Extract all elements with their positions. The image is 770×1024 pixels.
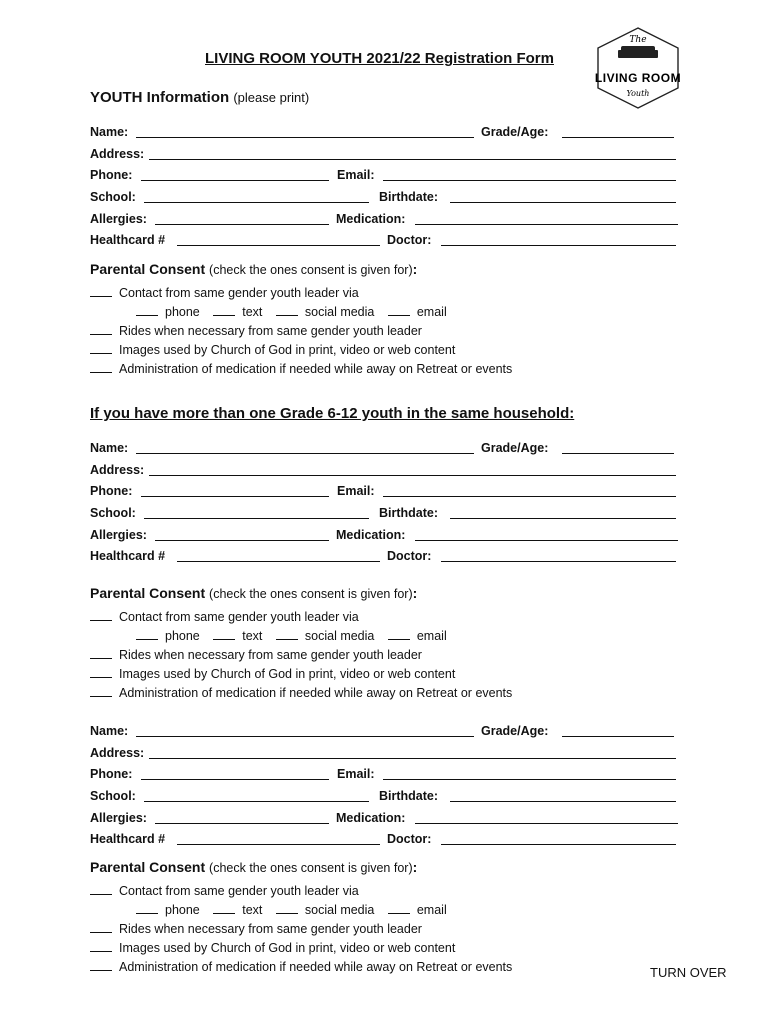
label-grade-age: Grade/Age: (481, 724, 549, 738)
row-allergies-medication (90, 525, 682, 547)
check-blank-social[interactable] (276, 304, 298, 316)
name-input-line[interactable] (136, 137, 474, 138)
consent-heading (90, 859, 690, 883)
logo-the: The (629, 35, 647, 45)
consent-images-text: Images used by Church of God in print, video or web content (119, 941, 456, 955)
email-input-line[interactable] (383, 496, 676, 497)
consent-images (90, 940, 690, 959)
doctor-input-line[interactable] (441, 245, 676, 246)
via-text: text (242, 305, 263, 319)
via-social: social media (304, 305, 375, 319)
consent-medication (90, 361, 690, 380)
label-grade-age: Grade/Age: (481, 125, 549, 139)
via-social: social media (304, 629, 375, 643)
label-medication: Medication: (336, 810, 406, 825)
row-allergies-medication (90, 209, 682, 231)
consent-contact-text: Contact from same gender youth leader via (119, 286, 359, 300)
birthdate-input-line[interactable] (450, 202, 676, 203)
row-phone-email (90, 165, 682, 187)
parental-consent-3 (90, 859, 690, 978)
youth-info-heading (90, 89, 309, 106)
phone-input-line[interactable] (141, 779, 329, 780)
consent-contact (90, 883, 690, 902)
label-phone: Phone: (90, 767, 133, 782)
check-blank[interactable] (90, 342, 112, 354)
check-blank[interactable] (90, 666, 112, 678)
doctor-input-line[interactable] (441, 844, 676, 845)
label-healthcard: Healthcard # (90, 233, 166, 248)
label-medication: Medication: (336, 527, 406, 542)
consent-heading (90, 585, 690, 609)
consent-title: Parental Consent (90, 859, 206, 875)
allergies-input-line[interactable] (155, 540, 329, 541)
check-blank[interactable] (90, 323, 112, 335)
consent-contact-text: Contact from same gender youth leader via (119, 610, 359, 624)
address-input-line[interactable] (149, 475, 676, 476)
label-doctor: Doctor: (387, 832, 432, 847)
consent-title: Parental Consent (90, 585, 206, 601)
youth-fields-1 (90, 122, 682, 252)
consent-note: (check the ones consent is given for) (209, 861, 413, 875)
check-blank-phone[interactable] (136, 902, 158, 914)
row-healthcard-doctor (90, 829, 682, 851)
consent-rides-text: Rides when necessary from same gender youth leader (119, 324, 422, 338)
via-social: social media (304, 903, 375, 917)
label-doctor: Doctor: (387, 549, 432, 564)
consent-colon: : (412, 261, 418, 277)
consent-images (90, 666, 690, 685)
consent-images-text: Images used by Church of God in print, video or web content (119, 667, 456, 681)
turn-over-label: TURN OVER (650, 965, 727, 980)
label-allergies: Allergies: (90, 211, 147, 226)
allergies-input-line[interactable] (155, 224, 329, 225)
check-blank[interactable] (90, 647, 112, 659)
row-phone-email (90, 764, 682, 786)
check-blank-email[interactable] (388, 304, 410, 316)
label-phone: Phone: (90, 168, 133, 183)
consent-contact-text: Contact from same gender youth leader via (119, 884, 359, 898)
consent-rides-text: Rides when necessary from same gender youth leader (119, 648, 422, 662)
address-input-line[interactable] (149, 159, 676, 160)
consent-medication (90, 959, 690, 978)
name-input-line[interactable] (136, 453, 474, 454)
row-healthcard-doctor (90, 546, 682, 568)
row-address (90, 460, 682, 482)
row-name-grade (90, 721, 682, 743)
via-phone: phone (165, 305, 200, 319)
label-birthdate: Birthdate: (379, 190, 439, 205)
label-healthcard: Healthcard # (90, 832, 166, 847)
parental-consent-2 (90, 585, 690, 704)
check-blank[interactable] (90, 883, 112, 895)
label-phone: Phone: (90, 484, 133, 499)
medication-input-line[interactable] (415, 224, 678, 225)
allergies-input-line[interactable] (155, 823, 329, 824)
check-blank-text[interactable] (213, 628, 235, 640)
row-healthcard-doctor (90, 230, 682, 252)
birthdate-input-line[interactable] (450, 518, 676, 519)
row-allergies-medication (90, 808, 682, 830)
school-input-line[interactable] (144, 518, 369, 519)
grade-age-input-line[interactable] (562, 453, 674, 454)
youth-info-title: YOUTH Information (90, 89, 230, 106)
consent-colon: : (412, 585, 418, 601)
doctor-input-line[interactable] (441, 561, 676, 562)
check-blank-email[interactable] (388, 628, 410, 640)
healthcard-input-line[interactable] (177, 245, 380, 246)
row-phone-email (90, 481, 682, 503)
consent-medication-text: Administration of medication if needed while away on Retreat or events (119, 960, 513, 974)
label-address: Address: (90, 462, 145, 477)
row-address (90, 144, 682, 166)
check-blank[interactable] (90, 940, 112, 952)
email-input-line[interactable] (383, 779, 676, 780)
medication-input-line[interactable] (415, 823, 678, 824)
household-heading: If you have more than one Grade 6-12 youth in the same household: (90, 405, 575, 422)
healthcard-input-line[interactable] (177, 561, 380, 562)
label-email: Email: (337, 168, 375, 183)
check-blank[interactable] (90, 285, 112, 297)
consent-title: Parental Consent (90, 261, 206, 277)
row-school-birthdate (90, 503, 682, 525)
email-input-line[interactable] (383, 180, 676, 181)
label-birthdate: Birthdate: (379, 789, 439, 804)
consent-images-text: Images used by Church of God in print, video or web content (119, 343, 456, 357)
medication-input-line[interactable] (415, 540, 678, 541)
youth-fields-2 (90, 438, 682, 568)
form-title: LIVING ROOM YOUTH 2021/22 Registration Form (205, 50, 554, 67)
via-phone: phone (165, 903, 200, 917)
label-address: Address: (90, 745, 145, 760)
check-blank-social[interactable] (276, 628, 298, 640)
logo-hexagon-icon (588, 26, 688, 110)
youth-info-subtitle: (please print) (233, 90, 310, 105)
row-name-grade (90, 438, 682, 460)
label-healthcard: Healthcard # (90, 549, 166, 564)
consent-images (90, 342, 690, 361)
label-school: School: (90, 190, 136, 205)
label-address: Address: (90, 146, 145, 161)
label-school: School: (90, 506, 136, 521)
consent-via-options (90, 902, 690, 921)
check-blank[interactable] (90, 921, 112, 933)
check-blank[interactable] (90, 959, 112, 971)
label-medication: Medication: (336, 211, 406, 226)
label-name: Name: (90, 125, 129, 139)
consent-rides (90, 921, 690, 940)
label-doctor: Doctor: (387, 233, 432, 248)
label-school: School: (90, 789, 136, 804)
logo-youth: Youth (626, 89, 650, 98)
check-blank[interactable] (90, 361, 112, 373)
via-email: email (416, 629, 447, 643)
label-name: Name: (90, 724, 129, 738)
consent-via-options (90, 628, 690, 647)
healthcard-input-line[interactable] (177, 844, 380, 845)
row-school-birthdate (90, 187, 682, 209)
label-allergies: Allergies: (90, 527, 147, 542)
phone-input-line[interactable] (141, 180, 329, 181)
parental-consent-1 (90, 261, 690, 380)
grade-age-input-line[interactable] (562, 137, 674, 138)
consent-heading (90, 261, 690, 285)
consent-rides (90, 647, 690, 666)
grade-age-input-line[interactable] (562, 736, 674, 737)
check-blank-text[interactable] (213, 902, 235, 914)
consent-via-options (90, 304, 690, 323)
row-name-grade (90, 122, 682, 144)
phone-input-line[interactable] (141, 496, 329, 497)
check-blank-phone[interactable] (136, 304, 158, 316)
label-allergies: Allergies: (90, 810, 147, 825)
consent-colon: : (412, 859, 418, 875)
label-name: Name: (90, 441, 129, 455)
check-blank-phone[interactable] (136, 628, 158, 640)
consent-medication-text: Administration of medication if needed while away on Retreat or events (119, 362, 513, 376)
check-blank[interactable] (90, 609, 112, 621)
via-phone: phone (165, 629, 200, 643)
consent-rides (90, 323, 690, 342)
check-blank-email[interactable] (388, 902, 410, 914)
consent-note: (check the ones consent is given for) (209, 587, 413, 601)
consent-medication-text: Administration of medication if needed while away on Retreat or events (119, 686, 513, 700)
via-text: text (242, 629, 263, 643)
logo-living-room: LIVING ROOM (594, 71, 682, 85)
consent-note: (check the ones consent is given for) (209, 263, 413, 277)
name-input-line[interactable] (136, 736, 474, 737)
label-email: Email: (337, 484, 375, 499)
row-address (90, 743, 682, 765)
row-school-birthdate (90, 786, 682, 808)
via-email: email (416, 903, 447, 917)
school-input-line[interactable] (144, 801, 369, 802)
label-birthdate: Birthdate: (379, 506, 439, 521)
label-email: Email: (337, 767, 375, 782)
via-text: text (242, 903, 263, 917)
consent-medication (90, 685, 690, 704)
address-input-line[interactable] (149, 758, 676, 759)
label-grade-age: Grade/Age: (481, 441, 549, 455)
school-input-line[interactable] (144, 202, 369, 203)
check-blank-text[interactable] (213, 304, 235, 316)
check-blank-social[interactable] (276, 902, 298, 914)
via-email: email (416, 305, 447, 319)
check-blank[interactable] (90, 685, 112, 697)
consent-contact (90, 285, 690, 304)
youth-fields-3 (90, 721, 682, 851)
consent-rides-text: Rides when necessary from same gender youth leader (119, 922, 422, 936)
consent-contact (90, 609, 690, 628)
birthdate-input-line[interactable] (450, 801, 676, 802)
living-room-logo (588, 26, 688, 110)
